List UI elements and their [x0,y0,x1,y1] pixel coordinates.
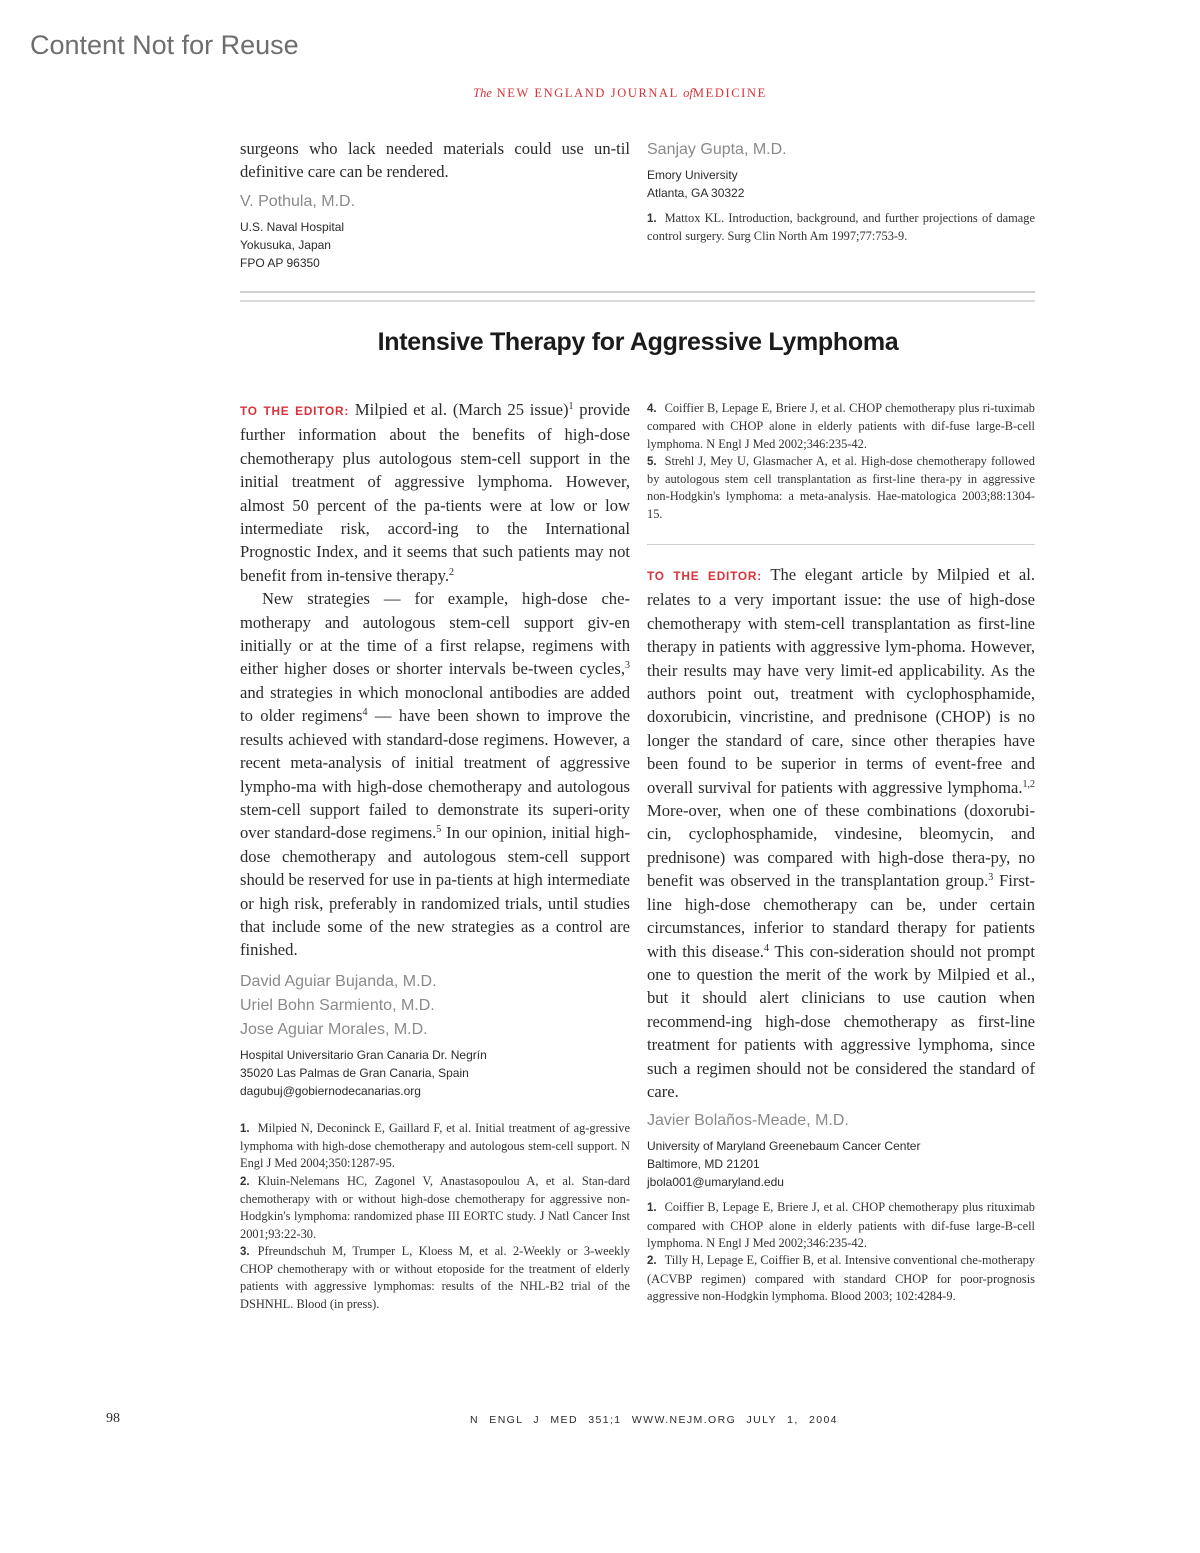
kicker-to-the-editor: TO THE EDITOR: [647,569,762,583]
footer-journal: N ENGL J MED 351;1 [470,1414,622,1426]
author-affiliation: Emory University Atlanta, GA 30322 [647,168,745,200]
letter-2-author: Javier Bolaños-Meade, M.D. [647,1112,849,1130]
article-title: Intensive Therapy for Aggressive Lymphoma [377,328,899,356]
reference-item: 1. Mattox KL. Introduction, background, and further projections of damage control surgery. Surg Clin North Am 1997;77:753-9. [647,211,1035,244]
reference-item: 1. Milpied N, Deconinck E, Gaillard F, et al. Initial treatment of ag-gressive lymphoma with high-dose chemotherapy and autologous stem-cell support. N Engl J Med 2004;350:1287-95. [240,1120,630,1171]
letter-2-affiliation: University of Maryland Greenebaum Cancer Center Baltimore, MD 21201 jbola001@umaryland.edu [647,1139,921,1190]
page-number: 98 [106,1411,120,1426]
letter-1-authors: David Aguiar Bujanda, M.D. Uriel Bohn Sarmiento, M.D. Jose Aguiar Morales, M.D. [240,972,437,1038]
letter-1-paragraph-2: New strategies — for example, high-dose che-motherapy and autologous stem-cell support giv-en initially or at the time of a first relapse, regimens with either higher doses or shorter intervals be-tween cycles,$^3$ and strategies in which monoclonal antibodies are added to older regimens$^4$ — have been shown to improve the results achieved with standard-dose regimens. However, a recent meta-analysis of initial treatment of aggressive lympho-ma with high-dose chemotherapy and autologous stem-cell support failed to demonstrate its superi-ority over standard-dose regimens.$^5$ In our opinion, initial high-dose chemotherapy and autologous stem-cell support should be reserved for use in pa-tients at high intermediate or high risk, preferably in randomized trials, until studies that include some of the new strategies as a control are finished. [240,589,631,960]
section-divider [240,291,1035,302]
running-head-of: of [683,86,693,100]
reference-item: 5. Strehl J, Mey U, Glasmacher A, et al. High-dose chemotherapy followed by autologous stem cell transplantation as first-line thera-py in aggressive non-Hodgkin's lymphoma: a meta-analysis. Hae-matologica 2003;88:1304-15. [647,453,1035,521]
prev-letter-tail: surgeons who lack needed materials could use un-til definitive care can be rendered. [240,139,630,182]
footer-date: JULY 1, 2004 [746,1414,838,1426]
running-head [0,86,1200,101]
reference-item: 2. Kluin-Nelemans HC, Zagonel V, Anastasopoulou A, et al. Stan-dard chemotherapy with or without high-dose chemotherapy for aggressive non-Hodgkin's lymphoma: randomized phase III EORTC study. J Natl Cancer Inst 2001;93:22-30. [240,1173,630,1241]
letter-1-body [240,398,630,1313]
letter-divider [647,544,1035,545]
footer-site: WWW.NEJM.ORG [631,1414,737,1426]
letter-2-references [647,1199,1035,1305]
reference-item: 1. Coiffier B, Lepage E, Briere J, et al. CHOP chemotherapy plus rituximab compared with CHOP alone in elderly patients with dif-fuse large-B-cell lymphoma. N Engl J Med 2002;346:235-42. [647,1200,1035,1250]
reference-item: 3. Pfreundschuh M, Trumper L, Kloess M, et al. 2-Weekly or 3-weekly CHOP chemotherapy with or without etoposide for the treatment of elderly patients with aggressive lymphomas: results of the NHL-B2 trial of the DSHNHL. Blood (in press). [240,1243,630,1311]
reference-item: 2. Tilly H, Lepage E, Coiffier B, et al. Intensive conventional che-motherapy (ACVBP regimen) compared with standard CHOP for poor-prognosis aggressive non-Hodgkin lymphoma. Blood 2003; 102:4284-9. [647,1253,1035,1303]
letter-2-paragraph-1: TO THE EDITOR: The elegant article by Milpied et al. relates to a very important issue: the use of high-dose chemotherapy with stem-cell transplantation as first-line therapy in patients with aggressive lym-phoma. However, their results may have very limit-ed applicability. As the authors point out, treatment with cyclophosphamide, doxorubicin, vincristine, and prednisone (CHOP) is no longer the standard of care, since other therapies have been found to be superior in terms of event-free and overall survival for patients with aggressive lymphoma.$^{1,2}$ More-over, when one of these combinations (doxorubi-cin, cyclophosphamide, vindesine, bleomycin, and prednisone) was compared with high-dose thera-py, no benefit was observed in the transplantation group.$^3$ First-line high-dose chemotherapy can be, under certain circumstances, inferior to standard therapy for patients with this disease.$^4$ This con-sideration should not prompt one to question the merit of the work by Milpied et al., but it should alert clinicians to use caution when recommend-ing high-dose chemotherapy as first-line treatment for patients with aggressive lymphoma, since such a regimen should not be considered the standard of care. [647,565,1036,1101]
kicker-to-the-editor: TO THE EDITOR: [240,404,350,418]
author-affiliation: U.S. Naval Hospital Yokusuka, Japan FPO AP 96350 [240,219,345,270]
letter-1-references-continued [647,400,1035,523]
reference-item: 4. Coiffier B, Lepage E, Briere J, et al. CHOP chemotherapy plus ri-tuximab compared with CHOP alone in elderly patients with dif-fuse large-B-cell lymphoma. N Engl J Med 2002;346:235-42. [647,401,1035,451]
running-head-prefix: The [473,86,492,100]
running-head-part1: NEW ENGLAND JOURNAL [496,86,679,100]
prev-letter-left [240,137,630,272]
running-head-part2: MEDICINE [692,86,767,100]
letter-1-references [240,1120,630,1313]
letter-1-affiliation: Hospital Universitario Gran Canaria Dr. Negrín 35020 Las Palmas de Gran Canaria, Spain dagubuj@gobiernodecanarias.org [240,1047,487,1098]
author-name: Sanjay Gupta, M.D. [647,141,787,158]
footer-citation [470,1414,838,1426]
letter-2-body [647,563,1035,1305]
prev-letter-right [647,138,1035,246]
watermark: Content Not for Reuse [30,30,299,60]
letter-1-paragraph-1: TO THE EDITOR: Milpied et al. (March 25 issue)$^1$ provide further information about the benefits of high-dose chemotherapy plus autologous stem-cell support in the initial treatment of aggressive lymphoma. However, almost 50 percent of the pa-tients were at low or low intermediate risk, accord-ing to the International Prognostic Index, and it seems that such patients may not benefit from in-tensive therapy.$^2$ [240,400,630,585]
author-name: V. Pothula, M.D. [240,192,356,210]
